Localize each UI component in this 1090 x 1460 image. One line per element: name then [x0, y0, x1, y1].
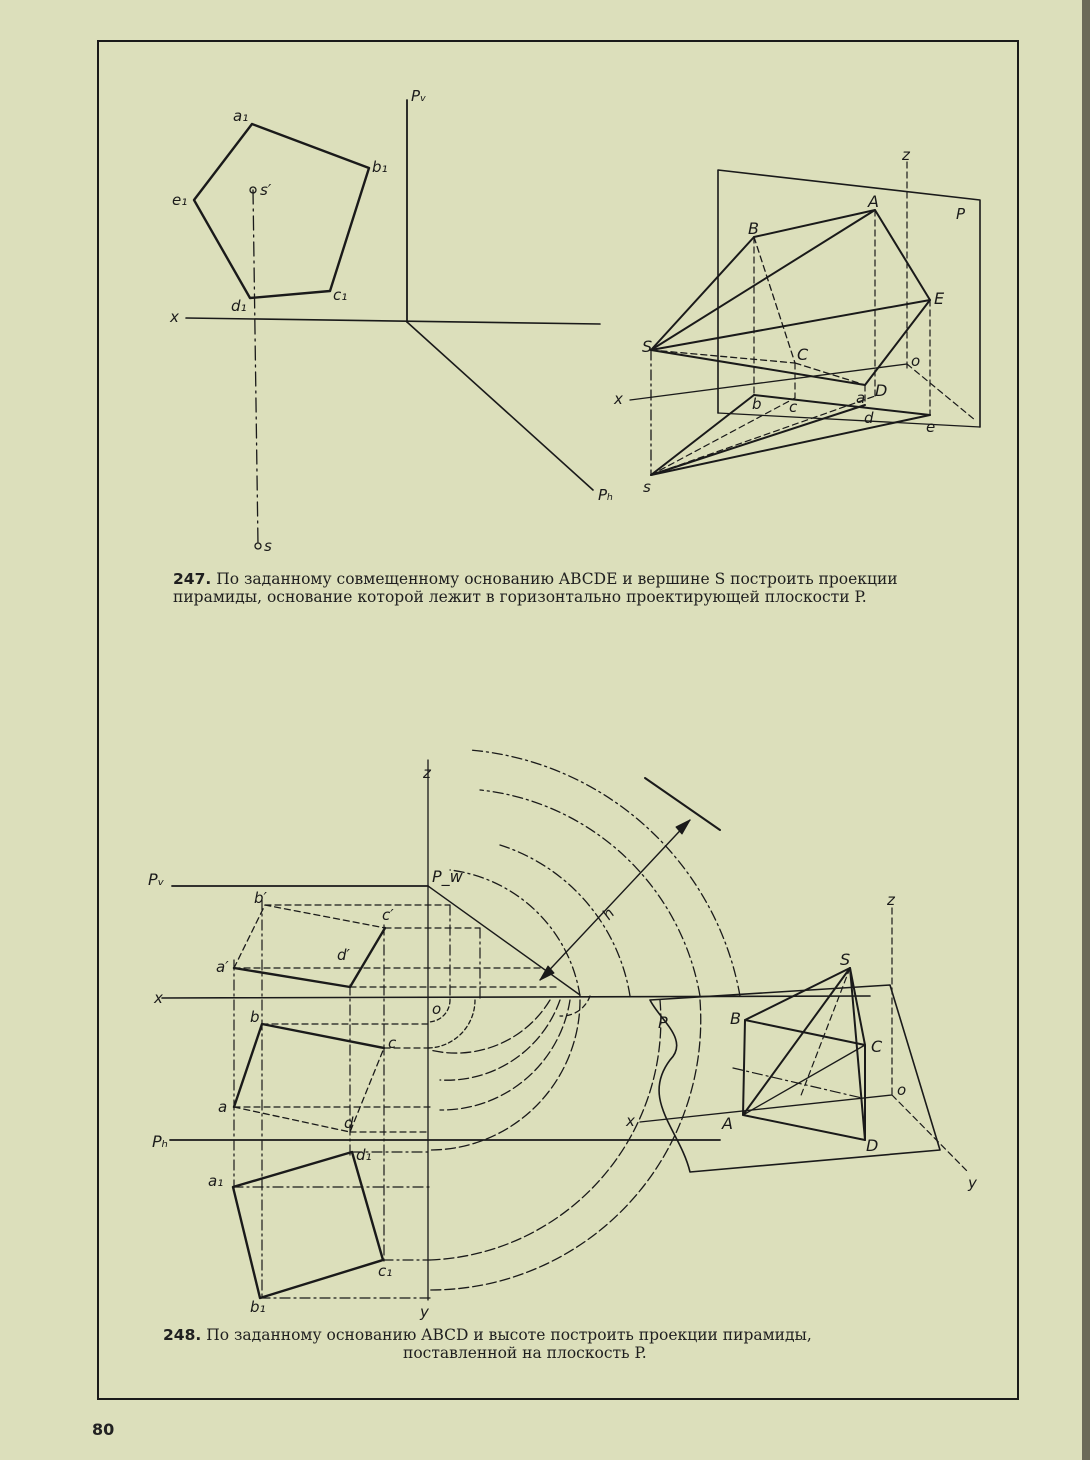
- iso-label-B: B: [748, 219, 759, 238]
- projection-link-s: [253, 190, 258, 545]
- label-s: s: [264, 537, 272, 555]
- caption-248-text1: По заданному основанию ABCD и высоте построить проекции пирамиды,: [206, 1326, 812, 1344]
- x-axis-247: [186, 318, 600, 324]
- iso248-label-x: x: [626, 1112, 635, 1130]
- iso248-label-P: P: [658, 1013, 668, 1032]
- iso248-label-D: D: [866, 1136, 879, 1155]
- label-a1-248: a₁: [208, 1172, 224, 1190]
- arc-small-1: [560, 996, 590, 1016]
- fig247-orthographic: [169, 87, 613, 555]
- label-o-248: o: [432, 1000, 442, 1018]
- iso248-SB: [745, 968, 850, 1020]
- label-c1-248: c₁: [378, 1262, 393, 1280]
- ph-trace-247: [407, 322, 593, 490]
- caption-247-text1: По заданному совмещенному основанию ABCDE и вершине S построить проекции: [216, 570, 898, 588]
- iso-x-axis-248: [640, 1095, 892, 1122]
- page-number: 80: [92, 1420, 115, 1439]
- caption-248-line1: [163, 1326, 963, 1344]
- front-proj-visible: [234, 928, 385, 987]
- label-b1: b₁: [372, 158, 388, 176]
- label-c-248: c: [388, 1034, 397, 1052]
- caption-247-number: 247.: [173, 570, 212, 588]
- iso-label-S: S: [642, 337, 653, 356]
- iso248-label-y: y: [968, 1174, 977, 1192]
- plane-P-248: [650, 985, 940, 1172]
- iso-label-E: E: [934, 289, 945, 308]
- label-d-prime: d′: [337, 946, 350, 964]
- label-x-248: x: [154, 989, 163, 1007]
- iso248-axis-line: [733, 1068, 862, 1098]
- iso248-label-o: o: [897, 1081, 907, 1099]
- iso-label-e: e: [926, 418, 936, 436]
- iso-sa-h: [651, 396, 875, 475]
- arc-2: [470, 750, 740, 996]
- label-b-prime: b′: [254, 889, 267, 907]
- caption-247: [173, 570, 963, 606]
- label-d1: d₁: [231, 297, 247, 315]
- iso-edge-BC: [754, 237, 795, 363]
- caption-247-line2: пирамиды, основание которой лежит в горизонтально проектирующей плоскости P.: [173, 588, 867, 606]
- fig247-isometric: [613, 146, 980, 496]
- fig248-orthographic: [148, 750, 870, 1321]
- iso-label-s: s: [643, 478, 651, 496]
- iso-label-z: z: [902, 146, 910, 164]
- horiz-proj-visible: [234, 1024, 384, 1107]
- iso-label-D: D: [875, 381, 888, 400]
- arc-lower-1: [430, 1000, 580, 1150]
- iso-label-c: c: [789, 398, 798, 416]
- iso248-label-A: A: [722, 1114, 733, 1133]
- label-x: x: [170, 308, 179, 326]
- iso-se-h: [651, 415, 930, 475]
- arc-lower-2: [440, 1000, 570, 1110]
- true-size-square: [233, 1152, 383, 1298]
- caption-248-line2: поставленной на плоскость P.: [403, 1344, 647, 1362]
- arc-lower-5: [430, 1000, 661, 1260]
- arc-1: [450, 870, 580, 996]
- iso-label-C: C: [797, 345, 809, 364]
- label-a-248: a: [218, 1098, 228, 1116]
- label-ph-248: Pₕ: [152, 1132, 169, 1151]
- label-d-248: d: [344, 1114, 354, 1132]
- fig248-isometric: [625, 891, 978, 1192]
- iso-sc-h: [651, 398, 795, 475]
- iso-label-o: o: [911, 352, 921, 370]
- iso248-label-z: z: [887, 891, 895, 909]
- y-axis-247-iso: [907, 364, 975, 420]
- iso-edge-SB: [651, 237, 754, 350]
- iso-label-a: a: [856, 389, 866, 407]
- label-b1-248: b₁: [250, 1298, 266, 1316]
- label-c-prime: c′: [382, 906, 394, 924]
- label-a1: a₁: [233, 107, 249, 125]
- iso-label-b: b: [752, 395, 762, 413]
- iso-label-A: A: [868, 192, 879, 211]
- label-y-248: y: [420, 1303, 429, 1321]
- x-axis-248: [162, 996, 870, 998]
- label-d1-248: d₁: [356, 1146, 372, 1164]
- label-pw-248: P_w: [432, 867, 463, 886]
- point-s: [255, 543, 261, 549]
- iso-label-x: x: [614, 390, 623, 408]
- label-z-248: z: [423, 764, 431, 782]
- iso-label-d: d: [864, 409, 874, 427]
- iso248-SC: [850, 968, 865, 1045]
- pentagon-base-247: [194, 124, 369, 298]
- label-c1: c₁: [333, 286, 348, 304]
- label-ph: Pₕ: [598, 486, 614, 504]
- caption-247-line1: [173, 570, 963, 588]
- label-e1: e₁: [172, 191, 188, 209]
- label-pv-248: Pᵥ: [148, 870, 165, 889]
- iso248-label-C: C: [871, 1037, 883, 1056]
- height-end-mark: [645, 778, 720, 830]
- height-dimension: [540, 820, 690, 980]
- label-a-prime: a′: [216, 958, 229, 976]
- label-h: h: [598, 904, 619, 924]
- iso248-label-B: B: [730, 1009, 741, 1028]
- iso-base-visible: [754, 210, 930, 385]
- horiz-proj-hidden: [234, 1048, 384, 1132]
- iso248-SD: [850, 968, 865, 1140]
- caption-248-number: 248.: [163, 1326, 202, 1344]
- plane-P-bottom: [718, 413, 980, 427]
- label-pv: Pᵥ: [411, 87, 427, 105]
- front-proj-hidden: [234, 905, 385, 968]
- label-b-248: b: [250, 1008, 260, 1026]
- iso-label-P: P: [956, 205, 966, 223]
- iso248-label-S: S: [840, 950, 851, 969]
- caption-248: [163, 1326, 963, 1362]
- label-s-prime: s′: [260, 181, 272, 199]
- pw-trace-248: [428, 886, 580, 995]
- iso-y-axis-248: [892, 1095, 968, 1172]
- iso-edge-SD: [651, 350, 865, 385]
